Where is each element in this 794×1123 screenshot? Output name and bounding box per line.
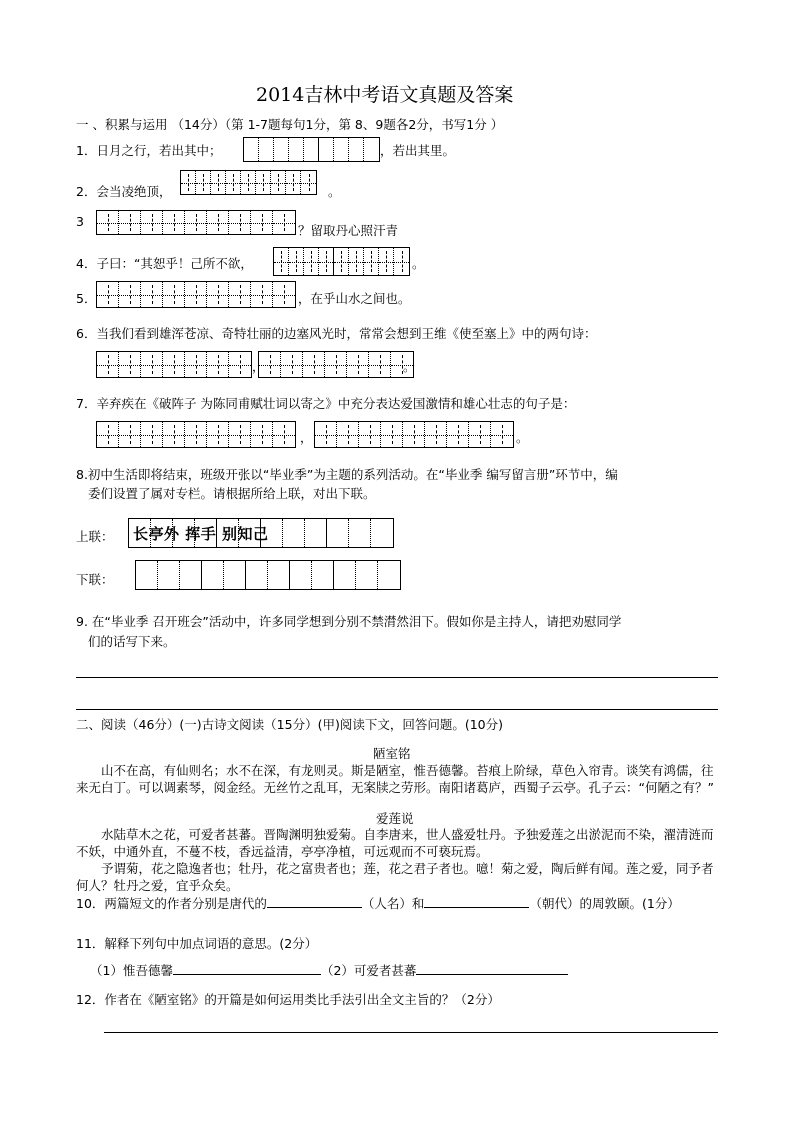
q10-text-a: 10．两篇短文的作者分别是唐代的 [76, 896, 267, 911]
page-title: 2014吉林中考语文真题及答案 [256, 84, 514, 106]
q1-answer-grid[interactable] [243, 137, 380, 162]
q7-end: 。 [516, 430, 529, 445]
q10-question [76, 894, 680, 912]
q6-question: 6．当我们看到雄浑苍凉、奇特壮丽的边塞风光时，常常会想到王维《使至塞上》中的两句诗： [76, 326, 597, 341]
q9-line1: 9. 在“毕业季 召开班会”活动中，许多同学想到分别不禁潸然泪下。假如你是主持人，请把劝慰同学 [76, 614, 622, 629]
q8-line2: 委们设置了属对专栏。请根据所给上联，对出下联。 [88, 486, 376, 501]
q11-blank-1[interactable] [173, 962, 321, 975]
lower-couplet-grid[interactable] [135, 560, 401, 590]
q11-item1: （1）惟吾德馨 [90, 963, 173, 978]
q12-question: 12．作者在《陋室铭》的开篇是如何运用类比手法引出全文主旨的？（2分） [76, 992, 500, 1007]
q11-blank-2[interactable] [416, 962, 568, 975]
lower-couplet-label: 下联： [76, 572, 114, 587]
poem2-text1: 水陆草木之花，可爱者甚蕃。晋陶渊明独爱菊。自李唐来，世人盛爱牡丹。予独爱莲之出淤泥而不染，濯清涟而不妖，中通外直，不蔓不枝，香远益清，亭亭净植，可远观而不可亵玩焉。 [76, 827, 714, 859]
poem1-title: 陋室铭 [373, 746, 411, 761]
q9-answer-line-1[interactable] [76, 677, 718, 678]
upper-couplet-label: 上联： [76, 529, 114, 544]
q2-prefix: 2．会当凌绝顶， [76, 184, 172, 199]
q5-suffix: ，在乎山水之间也。 [298, 291, 411, 306]
q10-text-c: （朝代）的周敦颐。(1分） [529, 896, 680, 911]
q8-line1: 8.初中生活即将结束，班级开张以“毕业季”为主题的系列活动。在“毕业季 编写留言册”环节中，编 [76, 467, 618, 482]
q7-question: 7．辛弃疾在《破阵子 为陈同甫赋壮词以寄之》中充分表达爱国激情和雄心壮志的句子是： [76, 396, 576, 411]
q3-answer-grid[interactable] [96, 210, 296, 235]
upper-couplet-text: 长亭外 挥手 别知己 [133, 525, 269, 543]
q4-suffix: 。 [412, 256, 425, 271]
q3-suffix: ？留取丹心照汗青 [298, 223, 399, 238]
q10-blank-author[interactable] [267, 895, 362, 908]
q6-answer-grid-1[interactable] [96, 351, 252, 378]
q5-prefix: 5． [76, 291, 97, 306]
q10-blank-dynasty[interactable] [424, 895, 529, 908]
q10-text-b: （人名）和 [361, 896, 425, 911]
q5-answer-grid[interactable] [96, 281, 296, 308]
q6-answer-grid-2[interactable] [258, 351, 414, 378]
q1-prefix: 1．日月之行，若出其中； [76, 143, 222, 158]
q3-prefix: 3 [76, 214, 84, 229]
q2-suffix: 。 [328, 184, 341, 199]
q1-suffix: ，若出其里。 [380, 143, 456, 158]
q11-question: 11．解释下列句中加点词语的意思。(2分） [76, 936, 318, 951]
q7-separator: ， [300, 430, 313, 445]
q6-end: 。 [403, 359, 416, 374]
q12-answer-line[interactable] [104, 1032, 718, 1033]
q4-answer-grid[interactable] [273, 247, 410, 276]
q7-answer-grid-1[interactable] [96, 421, 296, 448]
q2-answer-grid[interactable] [180, 170, 317, 195]
poem1-text: 山不在高，有仙则名；水不在深，有龙则灵。斯是陋室，惟吾德馨。苔痕上阶绿，草色入帘青。谈笑有鸿儒，往来无白丁。可以调素琴，阅金经。无丝竹之乱耳，无案牍之劳形。南阳诸葛庐，西蜀子云亭。孔子云：“何陋之有？” [76, 763, 714, 795]
q11-items [90, 961, 568, 979]
q9-line2: 们的话写下来。 [88, 634, 176, 649]
q9-answer-line-2[interactable] [76, 709, 718, 710]
q4-prefix: 4．子曰：“其恕乎！己所不欲， [76, 256, 253, 271]
q7-answer-grid-2[interactable] [314, 421, 514, 448]
q11-item2: （2）可爱者甚蕃 [320, 963, 417, 978]
poem2-title: 爱莲说 [376, 811, 414, 826]
section1-heading: 一 、积累与运用 （14分）（第 1-7题每句1分，第 8、9题各2分，书写1分 ） [76, 117, 504, 132]
q6-separator: ， [252, 359, 265, 374]
section2-heading: 二、阅读（46分）(一)古诗文阅读（15分）(甲)阅读下文，回答问题。(10分) [76, 717, 503, 732]
poem2-text2: 予谓菊，花之隐逸者也；牡丹，花之富贵者也；莲，花之君子者也。噫！菊之爱，陶后鲜有闻。莲之爱，同予者何人？牡丹之爱，宜乎众矣。 [76, 861, 714, 893]
